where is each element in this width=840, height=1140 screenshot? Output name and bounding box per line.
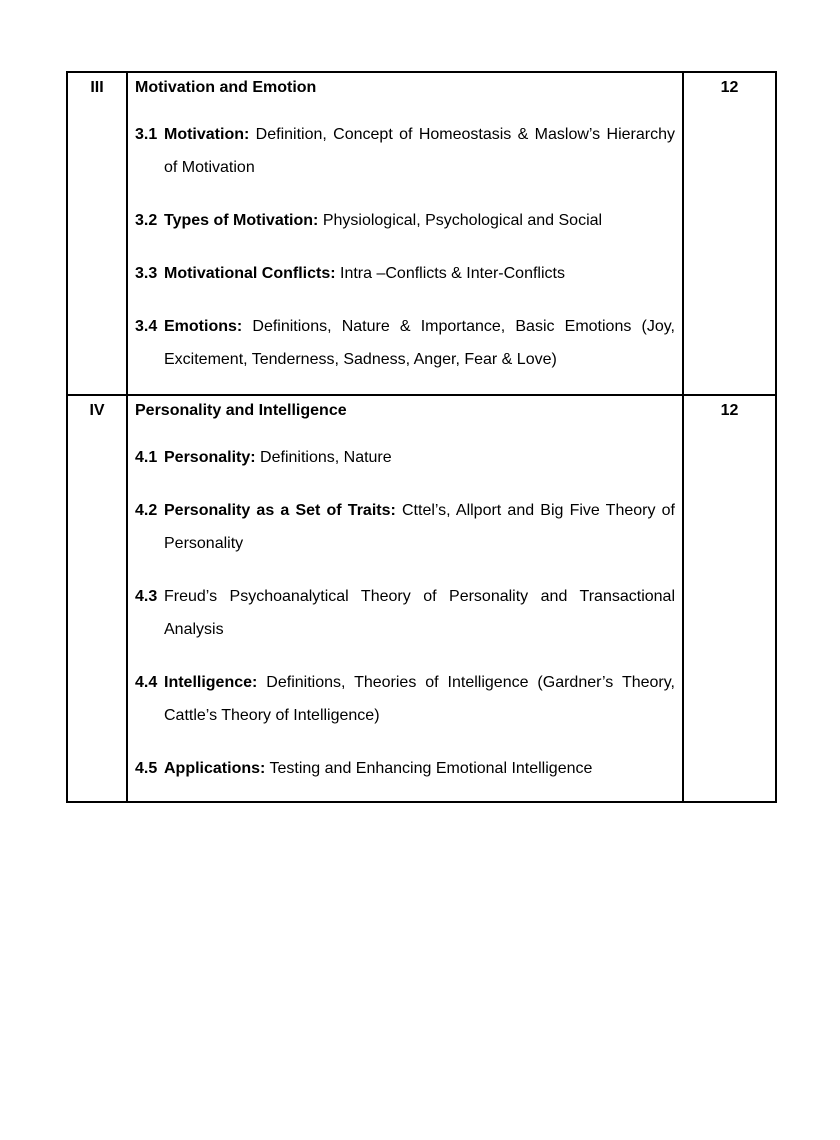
topic-text	[164, 310, 675, 376]
unit-content	[127, 395, 683, 802]
topic-text	[164, 752, 675, 785]
topic-text	[164, 666, 675, 732]
topic-text	[164, 204, 675, 237]
topic-text	[164, 494, 675, 560]
topic-text	[164, 257, 675, 290]
topic-number: 4.3	[135, 588, 158, 605]
topic-heading: Personality:	[164, 449, 256, 466]
topic-number: 4.1	[135, 449, 158, 466]
topic-heading: Motivational Conflicts:	[164, 265, 336, 282]
topic-description: Definitions, Nature	[255, 449, 392, 466]
topic-number: 4.5	[135, 760, 158, 777]
topic-item	[135, 118, 675, 184]
topic-description: Definitions, Theories of Intelligence (Gardner’s Theory, Cattle’s Theory of Intelligence)	[164, 674, 675, 724]
table-row	[67, 395, 776, 802]
topic-number: 4.2	[135, 502, 158, 519]
topic-heading: Applications:	[164, 760, 266, 777]
topic-description: Testing and Enhancing Emotional Intelligence	[265, 760, 593, 777]
topic-description: Freud’s Psychoanalytical Theory of Personality and Transactional Analysis	[164, 588, 675, 638]
unit-number: IV	[67, 395, 127, 802]
topic-text	[164, 580, 675, 646]
syllabus-table	[66, 71, 777, 803]
topic-number: 3.4	[135, 318, 158, 335]
topic-description: Definition, Concept of Homeostasis & Maslow’s Hierarchy of Motivation	[164, 126, 675, 176]
topic-item	[135, 752, 675, 785]
topic-item	[135, 580, 675, 646]
topic-text	[164, 118, 675, 184]
unit-number: III	[67, 72, 127, 395]
topic-heading: Motivation:	[164, 126, 250, 143]
topic-description: Physiological, Psychological and Social	[318, 212, 603, 229]
topic-item	[135, 310, 675, 376]
topic-number: 4.4	[135, 674, 158, 691]
topic-description: Cttel’s, Allport and Big Five Theory of Personality	[164, 502, 675, 552]
unit-hours: 12	[683, 395, 776, 802]
topic-item	[135, 204, 675, 237]
topic-item	[135, 666, 675, 732]
topic-number: 3.3	[135, 265, 158, 282]
unit-hours: 12	[683, 72, 776, 395]
topic-item	[135, 494, 675, 560]
topic-number: 3.1	[135, 126, 158, 143]
topic-heading: Intelligence:	[164, 674, 258, 691]
topic-item	[135, 441, 675, 474]
unit-title: Motivation and Emotion	[135, 79, 317, 96]
topic-text	[164, 441, 675, 474]
topic-heading: Types of Motivation:	[164, 212, 319, 229]
topic-description: Definitions, Nature & Importance, Basic Emotions (Joy, Excitement, Tenderness, Sadness, Anger, Fear & Love)	[164, 318, 675, 368]
topic-description: Intra –Conflicts & Inter-Conflicts	[335, 265, 565, 282]
unit-content	[127, 72, 683, 395]
unit-title: Personality and Intelligence	[135, 402, 347, 419]
topic-heading: Personality as a Set of Traits:	[164, 502, 396, 519]
topic-heading: Emotions:	[164, 318, 243, 335]
table-row	[67, 72, 776, 395]
topic-number: 3.2	[135, 212, 158, 229]
topic-item	[135, 257, 675, 290]
